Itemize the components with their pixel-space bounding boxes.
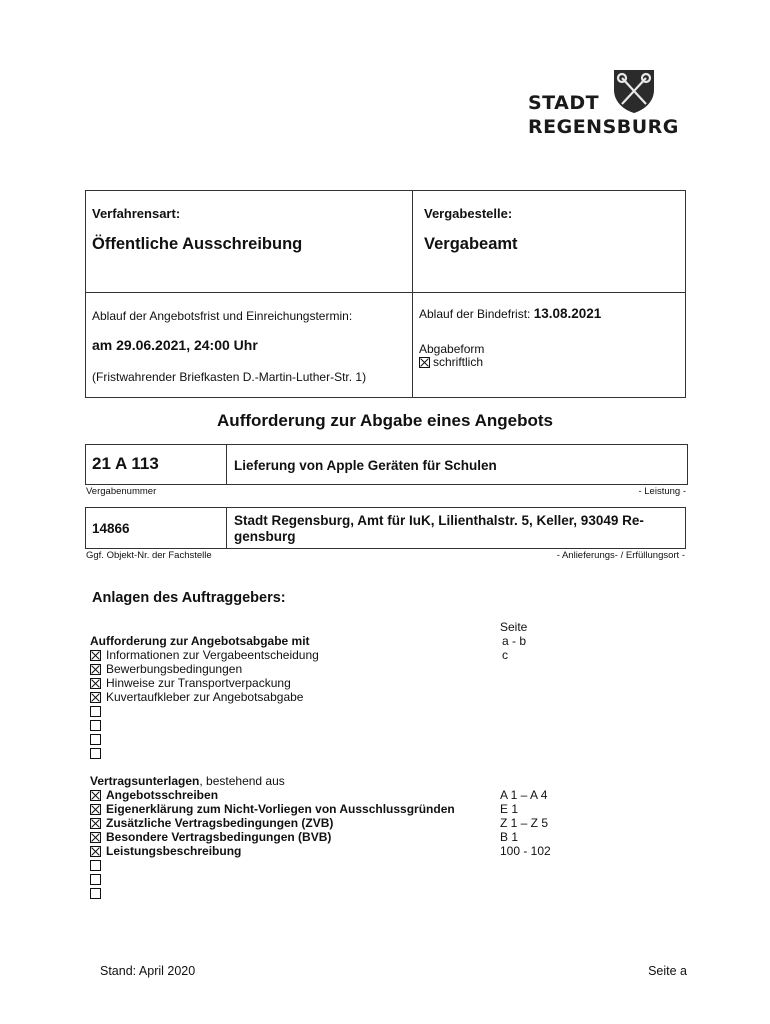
group1-page: a - b [502, 634, 527, 648]
checklist-item [90, 816, 333, 830]
ablauf-note: (Fristwahrender Briefkasten D.-Martin-Luther-Str. 1) [92, 370, 367, 384]
bindefrist-row [419, 306, 601, 321]
anlagen-heading: Anlagen des Auftraggebers: [92, 590, 286, 606]
checklist-item-label: Bewerbungsbedingungen [106, 662, 243, 676]
checklist-item [90, 872, 106, 886]
footer-seite: Seite a [648, 964, 687, 978]
checklist-item-label: Hinweise zur Transportverpackung [106, 676, 291, 690]
logo-line-stadt: STADT [528, 92, 600, 114]
group1-title: Aufforderung zur Angebotsabgabe mit [90, 634, 310, 648]
checklist-item [90, 802, 455, 816]
ablauf-value: am 29.06.2021, 24:00 Uhr [92, 337, 258, 353]
checkbox[interactable] [90, 692, 101, 703]
checklist-item [90, 704, 106, 718]
checklist-item [90, 690, 303, 704]
objekt-nummer-value: 14866 [92, 521, 130, 536]
checklist-item-page: B 1 [500, 830, 519, 844]
leistung-value: Lieferung von Apple Geräten für Schulen [234, 458, 497, 473]
checkbox[interactable] [90, 860, 101, 871]
checklist-item-label: Leistungsbeschreibung [106, 844, 242, 858]
coat-of-arms-icon [610, 68, 658, 114]
checkbox[interactable] [90, 846, 101, 857]
checklist-item-label: Kuvertaufkleber zur Angebotsabgabe [106, 690, 304, 704]
checkbox[interactable] [90, 888, 101, 899]
vergabenummer-caption: Vergabenummer [86, 486, 157, 497]
checklist-item [90, 746, 106, 760]
erfuellungsort-caption: - Anlieferungs- / Erfüllungsort - [556, 550, 685, 561]
group2-title-bold: Vertragsunterlagen [90, 774, 200, 788]
checkbox[interactable] [90, 664, 101, 675]
checkbox[interactable] [90, 790, 101, 801]
checkbox[interactable] [90, 720, 101, 731]
checklist-item [90, 858, 106, 872]
checkbox[interactable] [90, 818, 101, 829]
checklist-item-label: Eigenerklärung zum Nicht-Vorliegen von Ausschlussgründen [106, 802, 455, 816]
vergabe-divider [226, 444, 227, 485]
document-title: Aufforderung zur Abgabe eines Angebots [217, 411, 553, 430]
checklist-item [90, 718, 106, 732]
abgabeform-row [419, 355, 483, 369]
abgabeform-label: Abgabeform [419, 342, 485, 356]
erfuellungsort-line1: Stadt Regensburg, Amt für IuK, Lilienthalstr. 5, Keller, 93049 Re- [234, 513, 644, 528]
vergabestelle-label: Vergabestelle: [424, 206, 513, 221]
checklist-item-label: Zusätzliche Vertragsbedingungen (ZVB) [106, 816, 334, 830]
checklist-item [90, 886, 106, 900]
verfahrensart-value: Öffentliche Ausschreibung [92, 235, 303, 253]
checklist-item-page: c [502, 648, 508, 662]
abgabeform-value: schriftlich [433, 355, 484, 369]
header-divider-vertical [412, 190, 413, 398]
seite-header: Seite [500, 620, 528, 634]
checkbox[interactable] [90, 832, 101, 843]
stadt-regensburg-logo [526, 66, 686, 142]
checkbox[interactable] [90, 650, 101, 661]
header-divider-horizontal [85, 292, 686, 293]
bindefrist-label: Ablauf der Bindefrist: [419, 307, 531, 321]
checklist-item [90, 648, 319, 662]
vergabenummer-value: 21 A 113 [92, 454, 159, 473]
ablauf-label: Ablauf der Angebotsfrist und Einreichungstermin: [92, 309, 353, 323]
checklist-item [90, 732, 106, 746]
checkbox[interactable] [90, 804, 101, 815]
checkbox[interactable] [90, 706, 101, 717]
footer-stand: Stand: April 2020 [100, 964, 196, 978]
leistung-caption: - Leistung - [638, 486, 686, 497]
checklist-item-label: Informationen zur Vergabeentscheidung [106, 648, 319, 662]
checkbox[interactable] [90, 734, 101, 745]
checkbox[interactable] [90, 748, 101, 759]
checkbox[interactable] [90, 874, 101, 885]
checklist-item-page: 100 - 102 [500, 844, 551, 858]
checklist-item-label: Angebotsschreiben [106, 788, 219, 802]
checklist-item [90, 844, 241, 858]
logo-line-regensburg: REGENSBURG [528, 116, 679, 138]
checklist-item-page: A 1 – A 4 [500, 788, 548, 802]
erfuellungsort-line2: gensburg [234, 529, 296, 544]
bindefrist-value: 13.08.2021 [533, 306, 602, 321]
checklist-item-page: E 1 [500, 802, 519, 816]
verfahrensart-label: Verfahrensart: [92, 206, 181, 221]
checklist-item [90, 662, 242, 676]
checklist-item-page: Z 1 – Z 5 [500, 816, 549, 830]
checklist-item [90, 788, 218, 802]
header-box [85, 190, 686, 398]
checklist-item [90, 676, 291, 690]
checklist-item-label: Besondere Vertragsbedingungen (BVB) [106, 830, 332, 844]
abgabeform-checkbox[interactable] [419, 357, 430, 368]
vergabestelle-value: Vergabeamt [424, 235, 518, 253]
objekt-nummer-caption: Ggf. Objekt-Nr. der Fachstelle [86, 550, 212, 561]
group2-title [90, 774, 285, 788]
objekt-divider [226, 507, 227, 549]
checklist-item [90, 830, 331, 844]
group2-title-rest: , bestehend aus [199, 774, 285, 788]
checkbox[interactable] [90, 678, 101, 689]
